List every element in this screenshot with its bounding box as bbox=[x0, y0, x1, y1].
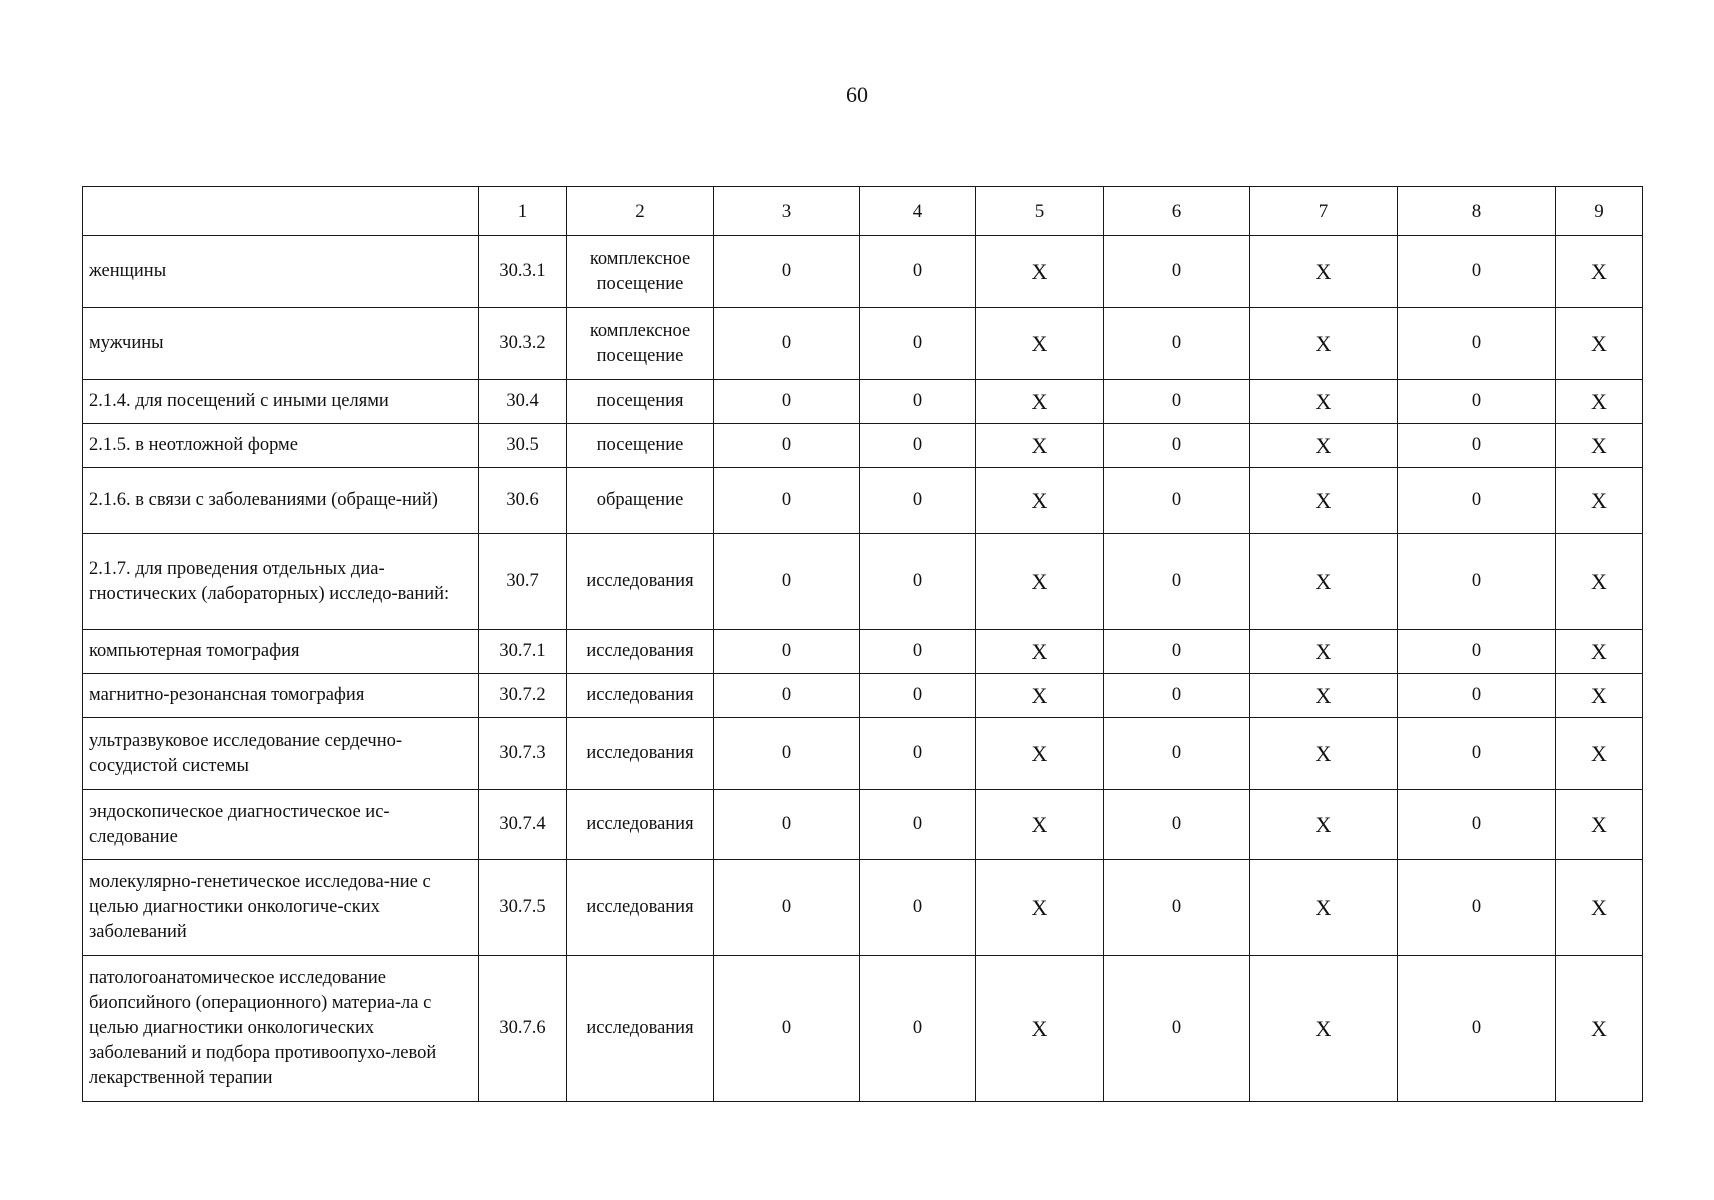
cell-col8: 0 bbox=[1398, 236, 1556, 308]
cell-col9: X bbox=[1556, 380, 1643, 424]
table-row bbox=[83, 790, 1643, 860]
table-row bbox=[83, 956, 1643, 1102]
cell-col9: X bbox=[1556, 860, 1643, 956]
cell-col7: X bbox=[1250, 718, 1398, 790]
cell-col8: 0 bbox=[1398, 468, 1556, 534]
cell-col7: X bbox=[1250, 860, 1398, 956]
cell-col3: 0 bbox=[714, 380, 860, 424]
cell-col5: X bbox=[976, 956, 1104, 1102]
cell-col3: 0 bbox=[714, 308, 860, 380]
cell-col9: X bbox=[1556, 468, 1643, 534]
row-code: 30.7.1 bbox=[479, 630, 567, 674]
cell-col8: 0 bbox=[1398, 956, 1556, 1102]
cell-col9: X bbox=[1556, 308, 1643, 380]
header-cell: 3 bbox=[714, 187, 860, 236]
row-code: 30.4 bbox=[479, 380, 567, 424]
cell-col4: 0 bbox=[860, 468, 976, 534]
cell-col8: 0 bbox=[1398, 424, 1556, 468]
cell-col7: X bbox=[1250, 630, 1398, 674]
cell-col6: 0 bbox=[1104, 956, 1250, 1102]
table-row bbox=[83, 424, 1643, 468]
row-unit: исследования bbox=[567, 790, 714, 860]
cell-col6: 0 bbox=[1104, 380, 1250, 424]
cell-col7: X bbox=[1250, 380, 1398, 424]
cell-col4: 0 bbox=[860, 790, 976, 860]
header-cell: 1 bbox=[479, 187, 567, 236]
cell-col4: 0 bbox=[860, 380, 976, 424]
cell-col9: X bbox=[1556, 424, 1643, 468]
header-cell bbox=[83, 187, 479, 236]
row-code: 30.3.1 bbox=[479, 236, 567, 308]
table-row bbox=[83, 308, 1643, 380]
cell-col5: X bbox=[976, 674, 1104, 718]
cell-col9: X bbox=[1556, 718, 1643, 790]
table-row bbox=[83, 860, 1643, 956]
row-code: 30.7.5 bbox=[479, 860, 567, 956]
table-row bbox=[83, 236, 1643, 308]
cell-col3: 0 bbox=[714, 468, 860, 534]
cell-col7: X bbox=[1250, 236, 1398, 308]
cell-col4: 0 bbox=[860, 424, 976, 468]
cell-col5: X bbox=[976, 308, 1104, 380]
row-unit: комплексное посещение bbox=[567, 236, 714, 308]
cell-col5: X bbox=[976, 380, 1104, 424]
row-label: эндоскопическое диагностическое ис-следование bbox=[83, 790, 479, 860]
cell-col4: 0 bbox=[860, 956, 976, 1102]
row-unit: исследования bbox=[567, 674, 714, 718]
row-unit: исследования bbox=[567, 534, 714, 630]
cell-col9: X bbox=[1556, 534, 1643, 630]
cell-col7: X bbox=[1250, 956, 1398, 1102]
cell-col4: 0 bbox=[860, 308, 976, 380]
cell-col3: 0 bbox=[714, 956, 860, 1102]
cell-col9: X bbox=[1556, 956, 1643, 1102]
page-number: 60 bbox=[846, 82, 868, 107]
table-row bbox=[83, 468, 1643, 534]
cell-col3: 0 bbox=[714, 236, 860, 308]
cell-col7: X bbox=[1250, 674, 1398, 718]
cell-col3: 0 bbox=[714, 860, 860, 956]
table-row bbox=[83, 534, 1643, 630]
cell-col8: 0 bbox=[1398, 534, 1556, 630]
cell-col5: X bbox=[976, 718, 1104, 790]
header-cell: 4 bbox=[860, 187, 976, 236]
row-code: 30.7.3 bbox=[479, 718, 567, 790]
row-unit: исследования bbox=[567, 860, 714, 956]
cell-col7: X bbox=[1250, 424, 1398, 468]
data-table bbox=[82, 186, 1643, 1102]
cell-col6: 0 bbox=[1104, 674, 1250, 718]
cell-col3: 0 bbox=[714, 790, 860, 860]
row-label: патологоанатомическое исследование биопсийного (операционного) материа-ла с целью диагностики онкологических заболеваний и подбора противоопухо-левой лекарственной терапии bbox=[83, 956, 479, 1102]
row-label: компьютерная томография bbox=[83, 630, 479, 674]
row-unit: исследования bbox=[567, 956, 714, 1102]
cell-col5: X bbox=[976, 534, 1104, 630]
cell-col8: 0 bbox=[1398, 790, 1556, 860]
table-row bbox=[83, 380, 1643, 424]
row-label: 2.1.7. для проведения отдельных диа-гностических (лабораторных) исследо-ваний: bbox=[83, 534, 479, 630]
row-label: ультразвуковое исследование сердечно-сосудистой системы bbox=[83, 718, 479, 790]
header-cell: 2 bbox=[567, 187, 714, 236]
cell-col9: X bbox=[1556, 236, 1643, 308]
cell-col4: 0 bbox=[860, 718, 976, 790]
cell-col9: X bbox=[1556, 790, 1643, 860]
cell-col4: 0 bbox=[860, 674, 976, 718]
table-header-row bbox=[83, 187, 1643, 236]
cell-col9: X bbox=[1556, 674, 1643, 718]
cell-col6: 0 bbox=[1104, 860, 1250, 956]
cell-col5: X bbox=[976, 236, 1104, 308]
cell-col8: 0 bbox=[1398, 308, 1556, 380]
cell-col3: 0 bbox=[714, 424, 860, 468]
cell-col8: 0 bbox=[1398, 380, 1556, 424]
cell-col6: 0 bbox=[1104, 236, 1250, 308]
cell-col8: 0 bbox=[1398, 718, 1556, 790]
row-label: 2.1.6. в связи с заболеваниями (обраще-ний) bbox=[83, 468, 479, 534]
row-unit: посещения bbox=[567, 380, 714, 424]
table-row bbox=[83, 674, 1643, 718]
table-row bbox=[83, 718, 1643, 790]
row-code: 30.7.6 bbox=[479, 956, 567, 1102]
row-unit: комплексное посещение bbox=[567, 308, 714, 380]
cell-col8: 0 bbox=[1398, 674, 1556, 718]
cell-col8: 0 bbox=[1398, 630, 1556, 674]
row-label: мужчины bbox=[83, 308, 479, 380]
cell-col5: X bbox=[976, 860, 1104, 956]
cell-col3: 0 bbox=[714, 534, 860, 630]
cell-col6: 0 bbox=[1104, 718, 1250, 790]
cell-col6: 0 bbox=[1104, 630, 1250, 674]
row-code: 30.5 bbox=[479, 424, 567, 468]
row-code: 30.7.2 bbox=[479, 674, 567, 718]
cell-col5: X bbox=[976, 424, 1104, 468]
header-cell: 9 bbox=[1556, 187, 1643, 236]
cell-col7: X bbox=[1250, 534, 1398, 630]
cell-col3: 0 bbox=[714, 718, 860, 790]
header-cell: 8 bbox=[1398, 187, 1556, 236]
cell-col6: 0 bbox=[1104, 534, 1250, 630]
cell-col7: X bbox=[1250, 468, 1398, 534]
header-cell: 7 bbox=[1250, 187, 1398, 236]
cell-col5: X bbox=[976, 468, 1104, 534]
cell-col8: 0 bbox=[1398, 860, 1556, 956]
cell-col7: X bbox=[1250, 308, 1398, 380]
row-unit: исследования bbox=[567, 630, 714, 674]
cell-col7: X bbox=[1250, 790, 1398, 860]
cell-col4: 0 bbox=[860, 860, 976, 956]
table-row bbox=[83, 630, 1643, 674]
row-label: магнитно-резонансная томография bbox=[83, 674, 479, 718]
cell-col3: 0 bbox=[714, 630, 860, 674]
cell-col6: 0 bbox=[1104, 468, 1250, 534]
row-code: 30.6 bbox=[479, 468, 567, 534]
row-label: 2.1.5. в неотложной форме bbox=[83, 424, 479, 468]
cell-col9: X bbox=[1556, 630, 1643, 674]
header-cell: 5 bbox=[976, 187, 1104, 236]
row-label: молекулярно-генетическое исследова-ние с целью диагностики онкологиче-ских заболеваний bbox=[83, 860, 479, 956]
cell-col5: X bbox=[976, 630, 1104, 674]
row-label: женщины bbox=[83, 236, 479, 308]
row-code: 30.3.2 bbox=[479, 308, 567, 380]
cell-col6: 0 bbox=[1104, 308, 1250, 380]
cell-col5: X bbox=[976, 790, 1104, 860]
cell-col4: 0 bbox=[860, 534, 976, 630]
row-unit: обращение bbox=[567, 468, 714, 534]
cell-col3: 0 bbox=[714, 674, 860, 718]
cell-col6: 0 bbox=[1104, 790, 1250, 860]
row-code: 30.7.4 bbox=[479, 790, 567, 860]
row-code: 30.7 bbox=[479, 534, 567, 630]
cell-col6: 0 bbox=[1104, 424, 1250, 468]
cell-col4: 0 bbox=[860, 236, 976, 308]
row-unit: посещение bbox=[567, 424, 714, 468]
row-unit: исследования bbox=[567, 718, 714, 790]
row-label: 2.1.4. для посещений с иными целями bbox=[83, 380, 479, 424]
cell-col4: 0 bbox=[860, 630, 976, 674]
header-cell: 6 bbox=[1104, 187, 1250, 236]
